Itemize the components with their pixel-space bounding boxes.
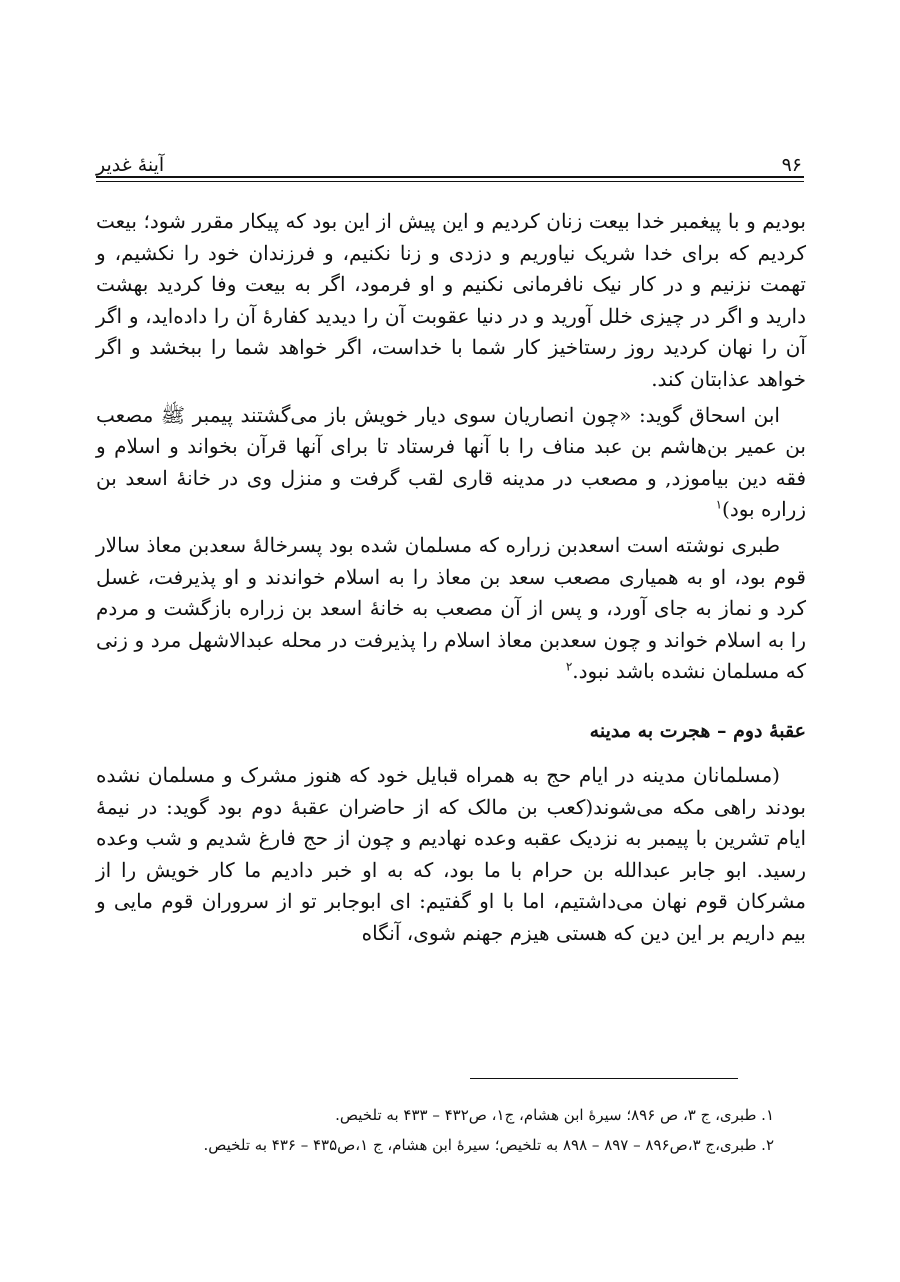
paragraph-4: (مسلمانان مدینه در ایام حج به همراه قبایل خود که هنوز مشرک و مسلمان نشده بودند راهی مکه می‌شوند(کعب بن مالک که از حاضران عقبهٔ دوم بود گوید: در نیمهٔ ایام تشرین با پیمبر به نزدیک عقبه وعده نهادیم و چون از حج فارغ شدیم و شب وعده رسید. ابو جابر عبدالله بن حرام با ما بود، که به او خبر دادیم ما کار خویش را از مشرکان قوم نهان می‌داشتیم، اما با او گفتیم: ای ابوجابر تو از سروران قوم مایی و بیم داریم بر این دین که هستی هیزم جهنم شوی، آنگاه [96,762,806,945]
paragraph-1: بودیم و با پیغمبر خدا بیعت زنان کردیم و این پیش از این بود که پیکار مقرر شود؛ بیعت کردیم که برای خدا شریک نیاوریم و دزدی و زنا نکنیم، و فرزندان خود را نکشیم، و تهمت نزنیم و در کار نیک نافرمانی نکنیم و او فرمود، اگر به بیعت وفا کردید بهشت دارید و اگر در چیزی خلل آورید و در دنیا عقوبت آن را دیدید کفارهٔ آن را داده‌اید، و اگر آن را نهان کردید روز رستاخیز کار شما با خداست، اگر خواهد شما را ببخشد و اگر خواهد عذابتان کند. [96,209,806,391]
body-text [96,206,806,949]
paragraph-3 [96,530,806,688]
header-rule-thick [96,176,804,178]
running-header [96,146,802,176]
footnotes [96,1100,804,1160]
footnote-rule [470,1078,738,1079]
section-heading: عقبهٔ دوم – هجرت به مدینه [589,719,806,742]
paragraph-3-text: طبری نوشته است اسعدبن زراره که مسلمان شده بود پسرخالهٔ سعدبن معاذ سالار قوم بود، او به همیاری مصعب سعد بن معاذ را به اسلام خواندند و او پذیرفت، غسل کرد و نماز به جای آورد، و پس از آن مصعب به خانهٔ اسعد بن زراره بازگشت و مردم را به اسلام خواند و چون سعدبن معاذ اسلام را پذیرفت در محله عبدالاشهل مرد و زنی که مسلمان نشده باشد نبود. [96,532,806,684]
paragraph-2 [96,400,806,526]
footnote-marker-1: ۱ [715,497,723,512]
book-title: آینهٔ غدیر [96,154,165,176]
paragraph-2-text: ابن اسحاق گوید: «چون انصاریان سوی دیار خویش باز می‌گشتند پیمبر ﷺ مصعب بن عمیر بن‌هاشم بن عبد مناف را با آنها فرستاد تا برای آنها قرآن بخواند و اسلام و فقه دین بیاموزد, و مصعب در مدینه قاری لقب گرفت و منزل وی در خانهٔ اسعد بن زراره بود) [96,402,806,522]
header-rule-thin [96,181,804,182]
page-number: ۹۶ [781,154,802,176]
footnote-2: ۲. طبری،ج ۳،ص۸۹۶ – ۸۹۷ – ۸۹۸ به تلخیص؛ سیرهٔ ابن هشام، ج ۱،ص۴۳۵ – ۴۳۶ به تلخیص. [203,1136,774,1154]
footnote-1: ۱. طبری، ج ۳، ص ۸۹۶؛ سیرهٔ ابن هشام، ج۱، ص۴۳۲ – ۴۳۳ به تلخیص. [335,1106,774,1124]
footnote-marker-2: ۲ [565,659,573,674]
